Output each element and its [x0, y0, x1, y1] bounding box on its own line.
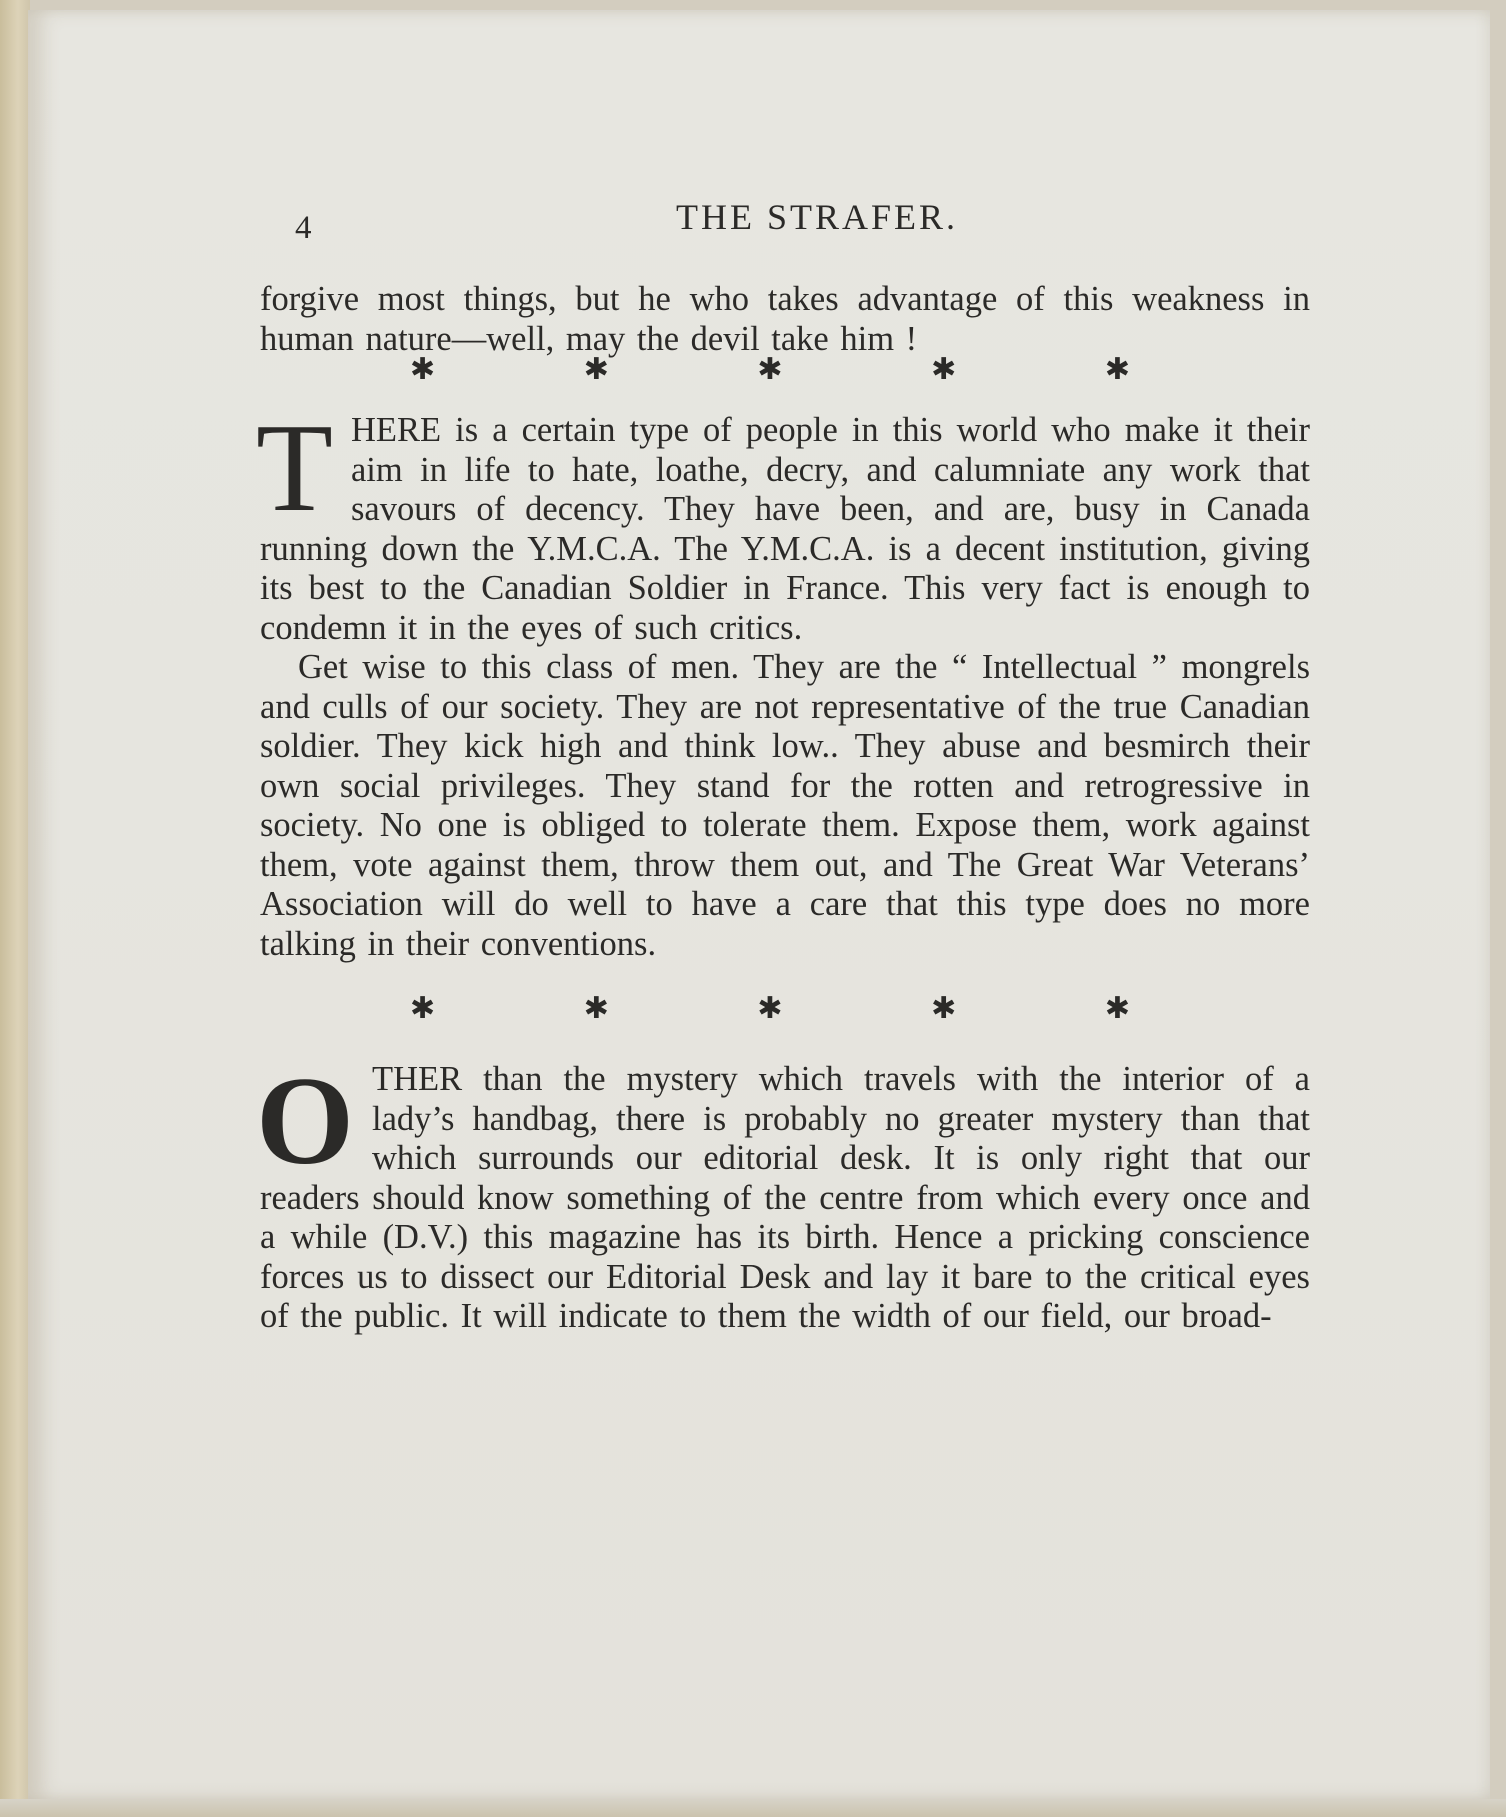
- binding-edge: [0, 0, 30, 1817]
- asterisk-icon: ✱: [410, 992, 436, 1025]
- asterisk-icon: ✱: [1104, 353, 1130, 386]
- page-title: THE STRAFER.: [675, 197, 959, 237]
- continuation-paragraph: forgive most things, but he who takes advantage of this weakness in human nature—well, may the devil take him !: [260, 280, 1310, 358]
- ymca-article: [256, 399, 1310, 964]
- drop-cap-o: O: [256, 1052, 355, 1191]
- editorial-article: [256, 1052, 1310, 1337]
- asterisk-icon: ✱: [1104, 992, 1130, 1025]
- ymca-paragraph: HERE is a certain type of people in this world who make it their aim in life to hate, loathe, decry, and calumniate any work that savours of decency. They have been, and are, busy in Canada running down the Y.M.C.A. The Y.M.C.A. is a decent institution, giving its best to the Canadian Soldier in France. This very fact is enough to condemn it in the eyes of such critics.: [260, 411, 1310, 647]
- bottom-edge: [0, 1799, 1506, 1817]
- asterisk-icon: ✱: [931, 992, 957, 1025]
- get-wise-paragraph: Get wise to this class of men. They are the “ Intellectual ” mongrels and culls of our society. They are not representative of the true Canadian soldier. They kick high and think low.. They abuse and besmirch their own social privileges. They stand for the rotten and retrogressive in society. No one is obliged to tolerate them. Expose them, work against them, vote against them, throw them out, and The Great War Veterans’ Association will do well to have a care that this type does no more talking in their conventions.: [260, 648, 1310, 963]
- asterisk-icon: ✱: [583, 992, 609, 1025]
- drop-cap-t: T: [256, 399, 333, 538]
- asterisk-icon: ✱: [410, 353, 436, 386]
- section-separator: [410, 994, 1130, 1024]
- section-separator: [410, 355, 1130, 385]
- asterisk-icon: ✱: [757, 353, 783, 386]
- asterisk-icon: ✱: [931, 353, 957, 386]
- asterisk-icon: ✱: [583, 353, 609, 386]
- editorial-paragraph: THER than the mystery which travels with the interior of a lady’s handbag, there is probably no greater mystery than that which surrounds our editorial desk. It is only right that our readers should know something of the centre from which every once and a while (D.V.) this magazine has its birth. Hence a pricking conscience forces us to dissect our Editorial Desk and lay it bare to the critical eyes of the public. It will indicate to them the width of our field, our broad-: [260, 1060, 1310, 1335]
- running-head: [260, 190, 1310, 250]
- page-number: 4: [295, 210, 314, 246]
- asterisk-icon: ✱: [757, 992, 783, 1025]
- page-content: [256, 190, 1310, 1337]
